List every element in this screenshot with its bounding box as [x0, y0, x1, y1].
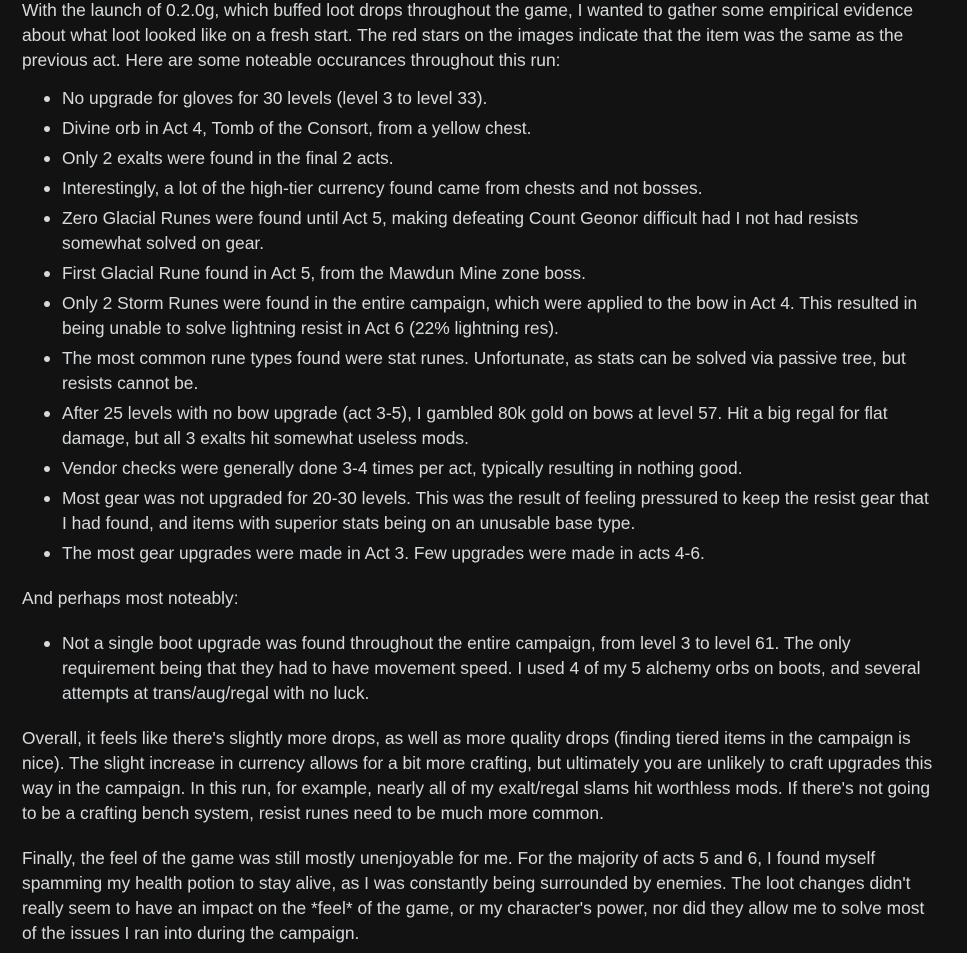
- post-body: [22, 0, 937, 946]
- list-item: Zero Glacial Runes were found until Act 5, making defeating Count Geonor difficult had I not had resists somewhat solved on gear.: [62, 206, 937, 256]
- list-item: After 25 levels with no bow upgrade (act 3-5), I gambled 80k gold on bows at level 57. Hit a big regal for flat damage, but all 3 exalts hit somewhat useless mods.: [62, 401, 937, 451]
- perhaps-paragraph: And perhaps most noteably:: [22, 588, 239, 608]
- list-item: Interestingly, a lot of the high-tier currency found came from chests and not bosses.: [62, 176, 937, 201]
- list-item: Not a single boot upgrade was found throughout the entire campaign, from level 3 to level 61. The only requirement being that they had to have movement speed. I used 4 of my 5 alchemy orbs on boots, and several attempts at trans/aug/regal with no luck.: [62, 631, 937, 706]
- list-item: Divine orb in Act 4, Tomb of the Consort, from a yellow chest.: [62, 116, 937, 141]
- occurrences-list: [22, 86, 937, 566]
- finally-paragraph: Finally, the feel of the game was still mostly unenjoyable for me. For the majority of acts 5 and 6, I found myself spamming my health potion to stay alive, as I was constantly being surrounded by enemies. The loot changes didn't really seem to have an impact on the *feel* of the game, or my character's power, nor did they allow me to solve most of the issues I ran into during the campaign.: [22, 848, 925, 943]
- list-item: Only 2 exalts were found in the final 2 acts.: [62, 146, 937, 171]
- boot-list: [22, 631, 937, 706]
- list-item: The most gear upgrades were made in Act 3. Few upgrades were made in acts 4-6.: [62, 541, 937, 566]
- list-item: Most gear was not upgraded for 20-30 levels. This was the result of feeling pressured to keep the resist gear that I had found, and items with superior stats being on an unusable base type.: [62, 486, 937, 536]
- list-item: Vendor checks were generally done 3-4 times per act, typically resulting in nothing good.: [62, 456, 937, 481]
- list-item: First Glacial Rune found in Act 5, from the Mawdun Mine zone boss.: [62, 261, 937, 286]
- list-item: No upgrade for gloves for 30 levels (level 3 to level 33).: [62, 86, 937, 111]
- intro-paragraph: With the launch of 0.2.0g, which buffed loot drops throughout the game, I wanted to gather some empirical evidence about what loot looked like on a fresh start. The red stars on the images indicate that the item was the same as the previous act. Here are some noteable occurances throughout this run:: [22, 0, 914, 70]
- list-item: The most common rune types found were stat runes. Unfortunate, as stats can be solved via passive tree, but resists cannot be.: [62, 346, 937, 396]
- list-item: Only 2 Storm Runes were found in the entire campaign, which were applied to the bow in Act 4. This resulted in being unable to solve lightning resist in Act 6 (22% lightning res).: [62, 291, 937, 341]
- overall-paragraph: Overall, it feels like there's slightly more drops, as well as more quality drops (finding tiered items in the campaign is nice). The slight increase in currency allows for a bit more crafting, but ultimately you are unlikely to craft upgrades this way in the campaign. In this run, for example, nearly all of my exalt/regal slams hit worthless mods. If there's not going to be a crafting bench system, resist runes need to be much more common.: [22, 728, 933, 823]
